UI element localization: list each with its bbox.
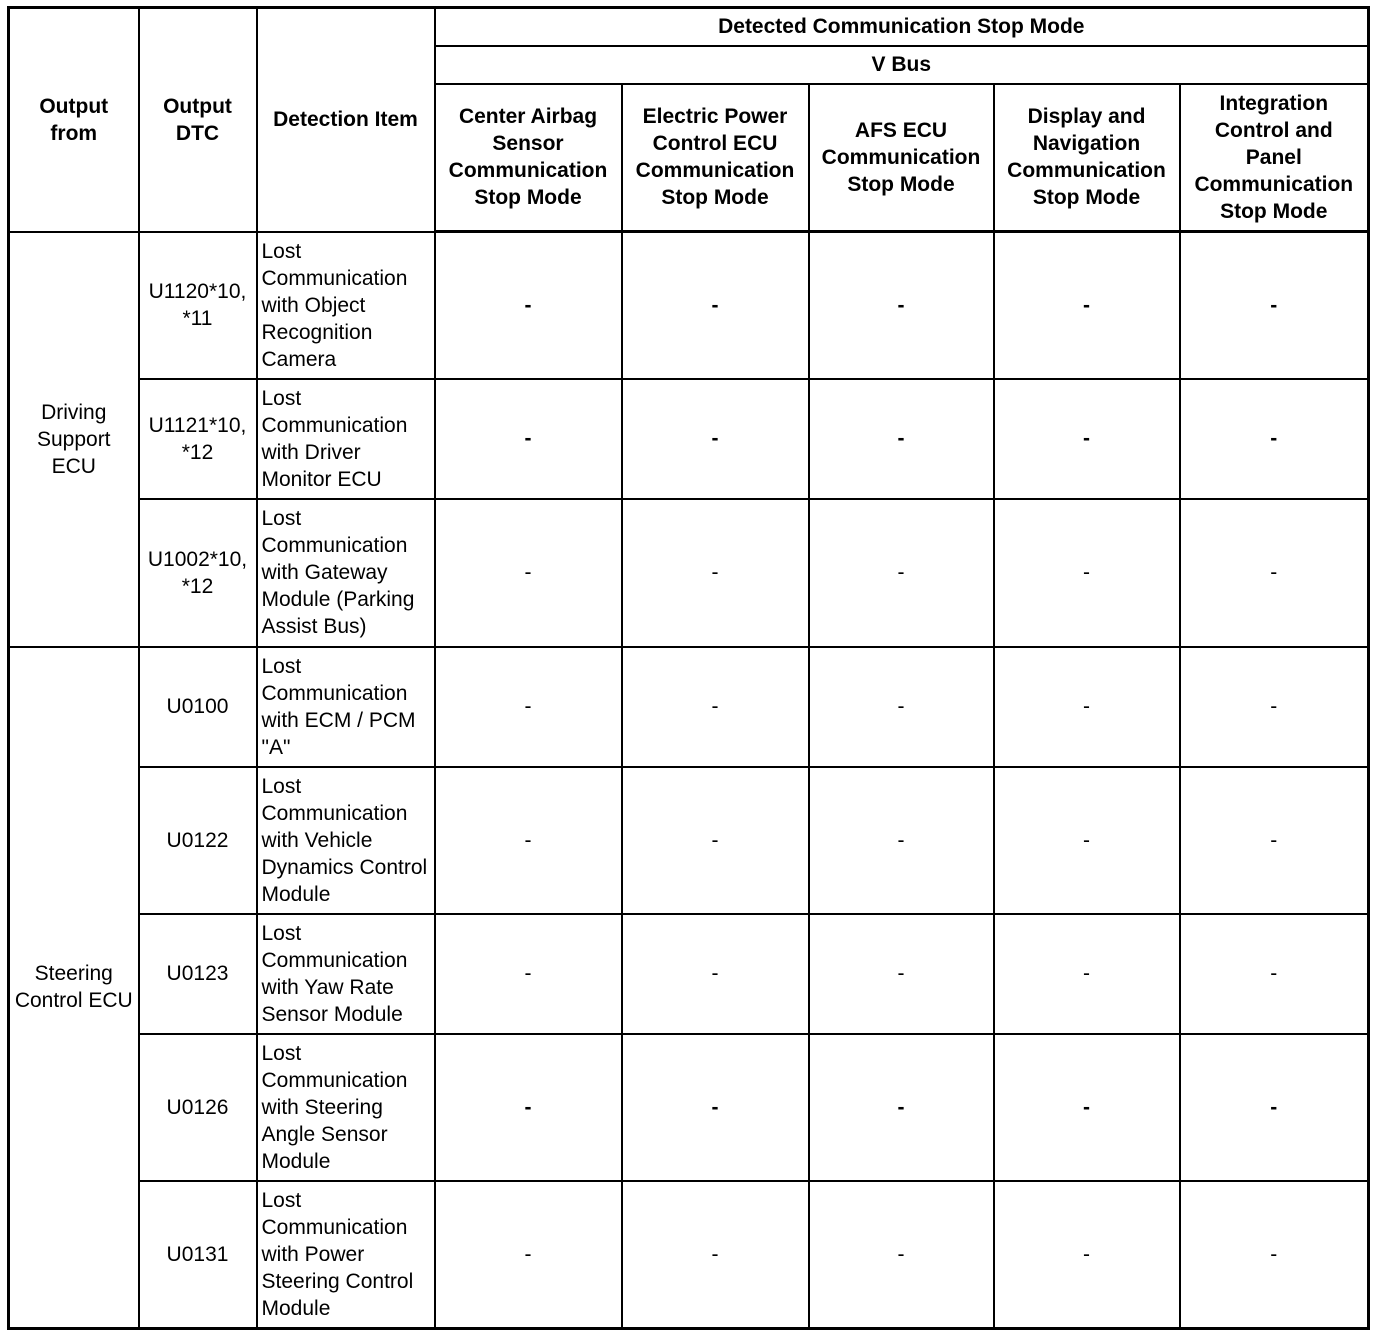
mode-value-cell: - [622,499,809,647]
mode-value-cell: - [1180,379,1369,499]
mode-value-cell: - [435,767,622,914]
mode-value-cell: - [1180,767,1369,914]
mode-value-cell: - [1180,232,1369,379]
header-mode-integration-control-panel: Integration Control and Panel Communication Stop Mode [1180,84,1369,232]
mode-value-cell: - [994,499,1180,647]
mode-value-cell: - [435,914,622,1034]
table-row [9,767,1369,914]
table-row [9,1181,1369,1329]
mode-value-cell: - [994,767,1180,914]
mode-value-cell: - [435,647,622,767]
table-row [9,647,1369,767]
header-mode-center-airbag: Center Airbag Sensor Communication Stop Mode [435,84,622,232]
detection-item-cell: Lost Communication with Power Steering Control Module [257,1181,435,1329]
detection-item-cell: Lost Communication with Yaw Rate Sensor Module [257,914,435,1034]
mode-value-cell: - [809,499,994,647]
mode-value-cell: - [1180,1034,1369,1181]
dtc-cell: U0131 [139,1181,257,1329]
mode-value-cell: - [809,379,994,499]
header-mode-afs-ecu: AFS ECU Communication Stop Mode [809,84,994,232]
mode-value-cell: - [622,232,809,379]
mode-value-cell: - [622,914,809,1034]
mode-value-cell: - [994,379,1180,499]
output-from-cell: Steering Control ECU [9,647,139,1329]
mode-value-cell: - [435,499,622,647]
output-from-cell: Driving Support ECU [9,232,139,647]
mode-value-cell: - [1180,499,1369,647]
header-output-dtc: Output DTC [139,8,257,232]
header-mode-electric-power-control: Electric Power Control ECU Communication Stop Mode [622,84,809,232]
detection-item-cell: Lost Communication with Steering Angle Sensor Module [257,1034,435,1181]
table-row [9,379,1369,499]
mode-value-cell: - [1180,914,1369,1034]
dtc-communication-stop-table [7,6,1370,1330]
mode-value-cell: - [435,1181,622,1329]
dtc-cell: U0122 [139,767,257,914]
detection-item-cell: Lost Communication with Object Recognition Camera [257,232,435,379]
detection-item-cell: Lost Communication with Driver Monitor ECU [257,379,435,499]
mode-value-cell: - [809,232,994,379]
dtc-cell: U1002*10, *12 [139,499,257,647]
detection-item-cell: Lost Communication with Vehicle Dynamics Control Module [257,767,435,914]
table-row [9,914,1369,1034]
mode-value-cell: - [994,914,1180,1034]
table-row [9,232,1369,379]
detection-item-cell: Lost Communication with ECM / PCM "A" [257,647,435,767]
table-row [9,499,1369,647]
header-detection-item: Detection Item [257,8,435,232]
mode-value-cell: - [435,1034,622,1181]
mode-value-cell: - [622,1181,809,1329]
mode-value-cell: - [994,647,1180,767]
dtc-cell: U0126 [139,1034,257,1181]
mode-value-cell: - [809,914,994,1034]
mode-value-cell: - [809,767,994,914]
header-detected-communication-stop-mode: Detected Communication Stop Mode [435,8,1369,46]
table-row [9,1034,1369,1181]
mode-value-cell: - [994,1034,1180,1181]
mode-value-cell: - [809,1181,994,1329]
dtc-cell: U1121*10, *12 [139,379,257,499]
mode-value-cell: - [1180,1181,1369,1329]
detection-item-cell: Lost Communication with Gateway Module (Parking Assist Bus) [257,499,435,647]
header-output-from: Output from [9,8,139,232]
mode-value-cell: - [435,379,622,499]
header-mode-display-navigation: Display and Navigation Communication Stop Mode [994,84,1180,232]
mode-value-cell: - [622,647,809,767]
mode-value-cell: - [809,1034,994,1181]
dtc-cell: U1120*10, *11 [139,232,257,379]
mode-value-cell: - [1180,647,1369,767]
mode-value-cell: - [622,379,809,499]
mode-value-cell: - [622,1034,809,1181]
mode-value-cell: - [994,232,1180,379]
mode-value-cell: - [435,232,622,379]
header-v-bus: V Bus [435,46,1369,84]
mode-value-cell: - [994,1181,1180,1329]
mode-value-cell: - [622,767,809,914]
dtc-cell: U0123 [139,914,257,1034]
mode-value-cell: - [809,647,994,767]
dtc-cell: U0100 [139,647,257,767]
